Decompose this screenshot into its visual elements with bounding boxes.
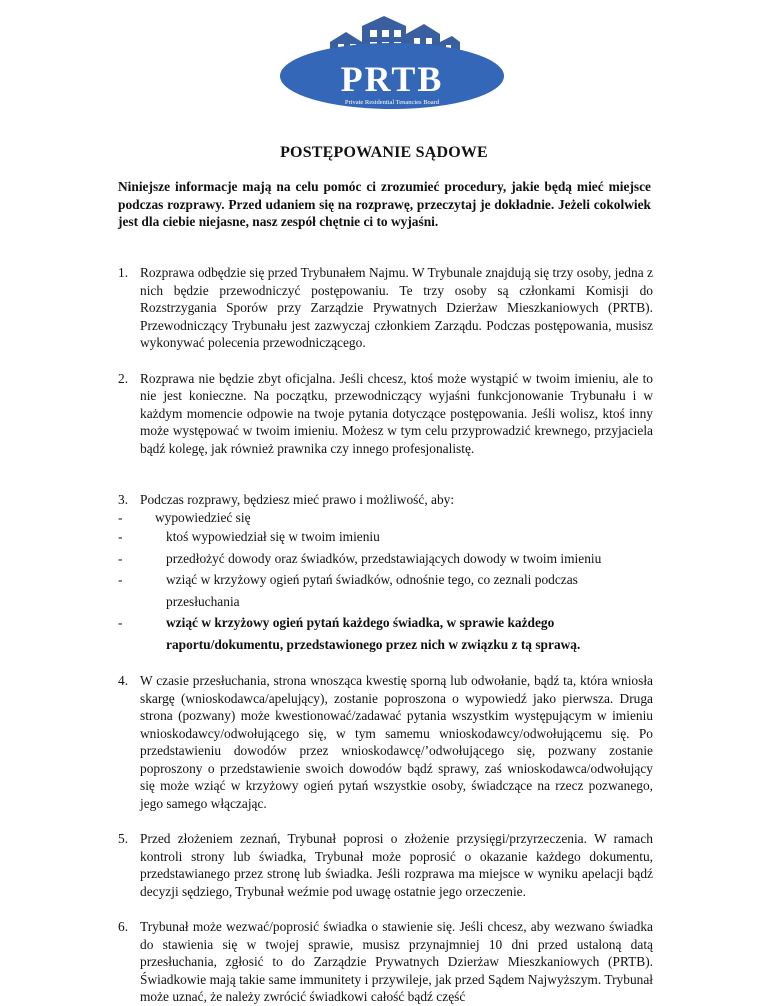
dash-marker: - [118, 509, 123, 525]
item-number: 1. [118, 265, 129, 280]
sub-list-item [118, 569, 653, 612]
page-title: POSTĘPOWANIE SĄDOWE [280, 144, 488, 161]
list-item [118, 672, 653, 812]
list-item [118, 370, 653, 458]
item-text: Trybunał może wezwać/poprosić świadka o stawienie się. Jeśli chcesz, aby wezwano świadka do stawienia się w twojej sprawie, musisz przynajmniej 10 dni przed ustaloną datą przesłuchania, zgłosić to do Zarządzie Prywatnych Dzierżaw Mieszkaniowych (PRTB). Świadkowie mają takie same immunitety i przywileje, jak przed Sądem Najwyższym. Trybunał może uznać, że należy zwrócić świadkowi całość bądź część [140, 919, 653, 1004]
dash-marker: - [118, 529, 123, 544]
dash-marker: - [118, 550, 123, 566]
dash-marker: - [118, 615, 123, 630]
dash-marker: - [118, 572, 123, 587]
item-text: Podczas rozprawy, będziesz mieć prawo i możliwość, aby: [140, 492, 455, 507]
sub-item-text: przedłożyć dowody oraz świadków, przedstawiających dowody w twoim imieniu [166, 550, 602, 566]
sub-item-text: wypowiedzieć się [155, 509, 251, 525]
list-item [118, 264, 653, 352]
sub-list-item [118, 526, 653, 548]
intro-paragraph: Niniejsze informacje mają na celu pomóc ci zrozumieć procedury, jakie będą mieć miejsce podczas rozprawy. Przed udaniem się na rozprawę, przeczytaj je dokładnie. Jeżeli cokolwiek jest dla ciebie niejasne, nasz zespół chętnie ci to wyjaśni. [118, 179, 651, 229]
item-text: W czasie przesłuchania, strona wnosząca kwestię sporną lub odwołanie, bądź ta, która wniosła skargę (wnioskodawca/apelujący), zostanie poproszona o wypowiedź jako pierwsza. Druga strona (pozwany) może kwestionować/zadawać pytania wszystkim występującym w imieniu wnioskodawcy/odwołującego się, w tym samemu wnioskodawcy/odwołującemu się. Po przedstawieniu dowodów przez wnioskodawcę/’odwołującego się, pozwany zostanie poproszony o przedstawienie swoich dowodów bądź sprawy, zaś wnioskodawca/odwołujący się może wziąć w krzyżowy ogień pytań wszystkie osoby, świadczące na rzecz pozwanego, jego samego włączając. [140, 673, 653, 811]
logo-subtitle: Private Residential Tenancies Board [344, 99, 440, 106]
sub-list-item [118, 509, 653, 527]
item-number: 4. [118, 673, 129, 688]
prtb-logo [278, 12, 506, 112]
item-text: Rozprawa nie będzie zbyt oficjalna. Jeśli chcesz, ktoś może wystąpić w twoim imieniu, ale to nie jest konieczne. Na początku, przewodniczący wyjaśni funkcjonowanie Trybunału i w każdym momencie odpowie na twoje pytania dotyczące postępowania. Jeśli wolisz, ktoś inny może występować w twoim imieniu. Możesz w tym celu przyprowadzić krewnego, przyjaciela bądź kolegę, jak również prawnika czy innego profesjonalistę. [140, 370, 653, 456]
item-number: 6. [118, 919, 129, 934]
item-number: 2. [118, 370, 129, 386]
item-number: 3. [118, 492, 129, 507]
list-item [118, 918, 653, 1006]
sub-list-item [118, 548, 653, 570]
sub-item-text: ktoś wypowiedział się w twoim imieniu [166, 529, 380, 544]
rights-sublist [118, 509, 653, 657]
item-text: Przed złożeniem zeznań, Trybunał poprosi o złożenie przysięgi/przyrzeczenia. W ramach kontroli strony lub świadka, Trybunał może poprosić o okazanie każdego dokumentu, przedstawianego przez stronę lub świadka. Jeśli rozprawa ma miejsce w wyniku apelacji bądź decyzji sędziego, Trybunał weźmie pod uwagę ostatnie jego orzeczenie. [140, 831, 653, 899]
procedure-list [118, 264, 653, 1006]
list-item [118, 491, 653, 656]
logo-text: PRTB [340, 59, 444, 99]
item-number: 5. [118, 831, 129, 846]
sub-list-item [118, 612, 653, 656]
item-text: Rozprawa odbędzie się przed Trybunałem Najmu. W Trybunale znajdują się trzy osoby, jedna z nich będzie przewodniczyć postępowaniu. Te trzy osoby są członkami Komisji do Rozstrzygania Sporów przy Zarządzie Prywatnych Dzierżaw Mieszkaniowych (PRTB). Przewodniczący Trybunału jest zazwyczaj członkiem Zarządu. Podczas postępowania, musisz wykonywać polecenia przewodniczącego. [140, 265, 653, 350]
prtb-logo-graphic [278, 12, 506, 112]
sub-item-text: wziąć w krzyżowy ogień pytań każdego świadka, w sprawie każdego raportu/dokumentu, przedstawionego przez nich w związku z tą sprawą. [166, 615, 581, 652]
list-item [118, 830, 653, 900]
sub-item-text: wziąć w krzyżowy ogień pytań świadków, odnośnie tego, co zeznali podczas przesłuchania [166, 572, 578, 609]
